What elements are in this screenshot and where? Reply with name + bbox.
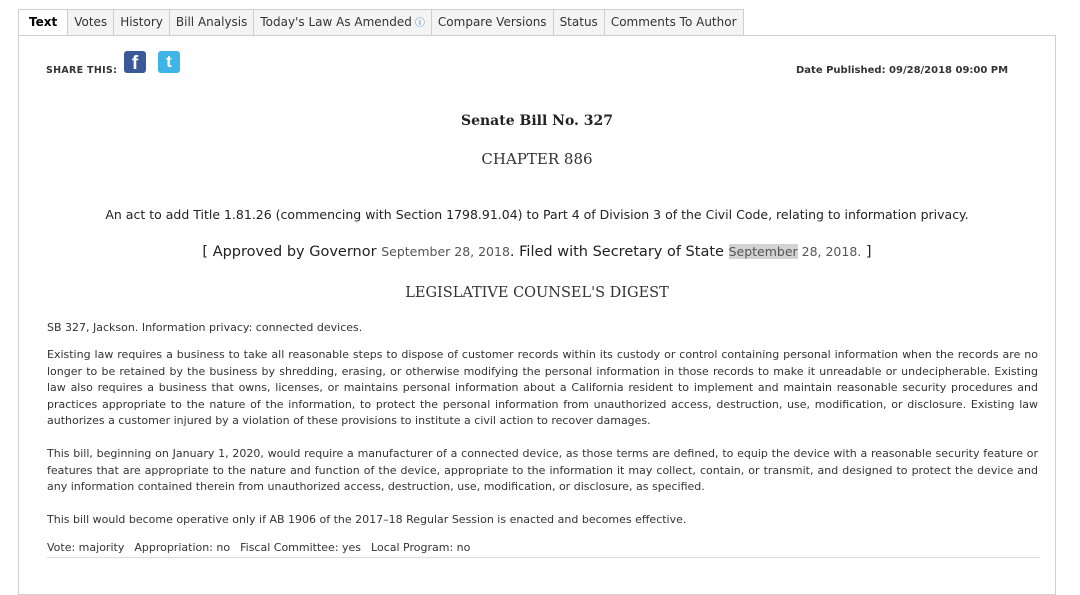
- governor-approval-date: September 28, 2018: [381, 244, 510, 259]
- filed-label: . Filed with Secretary of State: [509, 244, 729, 260]
- approved-open: [ Approved by Governor: [202, 244, 382, 260]
- act-description: An act to add Title 1.81.26 (commencing with Section 1798.91.04) to Part 4 of Division 3 of the Civil Code, relating to information privacy.: [105, 207, 969, 222]
- divider: [47, 557, 1040, 558]
- tab-history[interactable]: History: [113, 9, 170, 35]
- tab-status[interactable]: Status: [553, 9, 605, 35]
- twitter-icon[interactable]: t: [158, 51, 180, 73]
- approval-line: [18, 244, 1056, 260]
- tab-bill-analysis[interactable]: Bill Analysis: [169, 9, 255, 35]
- vote-local-program: Local Program: no: [371, 541, 471, 554]
- tab-comments-to-author[interactable]: Comments To Author: [604, 9, 744, 35]
- vote-info: [47, 540, 1038, 557]
- digest-paragraph-bill: This bill, beginning on January 1, 2020, would require a manufacturer of a connected device, as those terms are defined, to equip the device with a reasonable security feature or features that are appropriate to the nature and function of the device, appropriate to the information it may collect, contain, or transmit, and designed to protect the device and any information contained therein from unauthorized access, destruction, use, modification, or disclosure, as specified.: [47, 447, 1038, 493]
- vote-appropriation: Appropriation: no: [134, 541, 231, 554]
- digest-paragraph-operative: This bill would become operative only if AB 1906 of the 2017–18 Regular Session is enacted and becomes effective.: [47, 513, 687, 526]
- bill-summary: SB 327, Jackson. Information privacy: connected devices.: [47, 321, 363, 334]
- tab-todays-law-as-amended[interactable]: [253, 9, 432, 35]
- bill-title: Senate Bill No. 327: [460, 113, 614, 129]
- approved-close: ]: [861, 244, 872, 260]
- chapter-number: CHAPTER 886: [481, 150, 593, 168]
- tab-todays-law-label: Today's Law As Amended: [260, 15, 412, 29]
- facebook-icon[interactable]: f: [124, 51, 146, 73]
- vote-majority: Vote: majority: [47, 541, 125, 554]
- date-published: Date Published: 09/28/2018 09:00 PM: [796, 65, 1009, 76]
- info-icon[interactable]: ⓘ: [414, 18, 425, 29]
- tab-votes[interactable]: Votes: [67, 9, 114, 35]
- digest-title: LEGISLATIVE COUNSEL'S DIGEST: [405, 285, 669, 301]
- tab-compare-versions[interactable]: Compare Versions: [431, 9, 554, 35]
- filed-month-highlight: September: [728, 244, 798, 259]
- digest-paragraph-existing-law: Existing law requires a business to take all reasonable steps to dispose of customer records within its custody or control containing personal information when the records are no longer to be retained by the business by shredding, erasing, or otherwise modifying the personal information in those records to make it unreadable or undecipherable. Existing law also requires a business that owns, licenses, or maintains personal information about a California resident to implement and maintain reasonable security procedures and practices appropriate to the nature of the information, to protect the personal information from unauthorized access, destruction, use, modification, or disclosure. Existing law authorizes a customer injured by a violation of these provisions to institute a civil action to recover damages.: [47, 348, 1038, 427]
- filed-date-rest: 28, 2018.: [797, 244, 862, 259]
- tab-bar: [18, 9, 743, 35]
- vote-fiscal-committee: Fiscal Committee: yes: [240, 541, 362, 554]
- tab-text[interactable]: Text: [18, 9, 68, 35]
- share-label: SHARE THIS:: [46, 65, 118, 76]
